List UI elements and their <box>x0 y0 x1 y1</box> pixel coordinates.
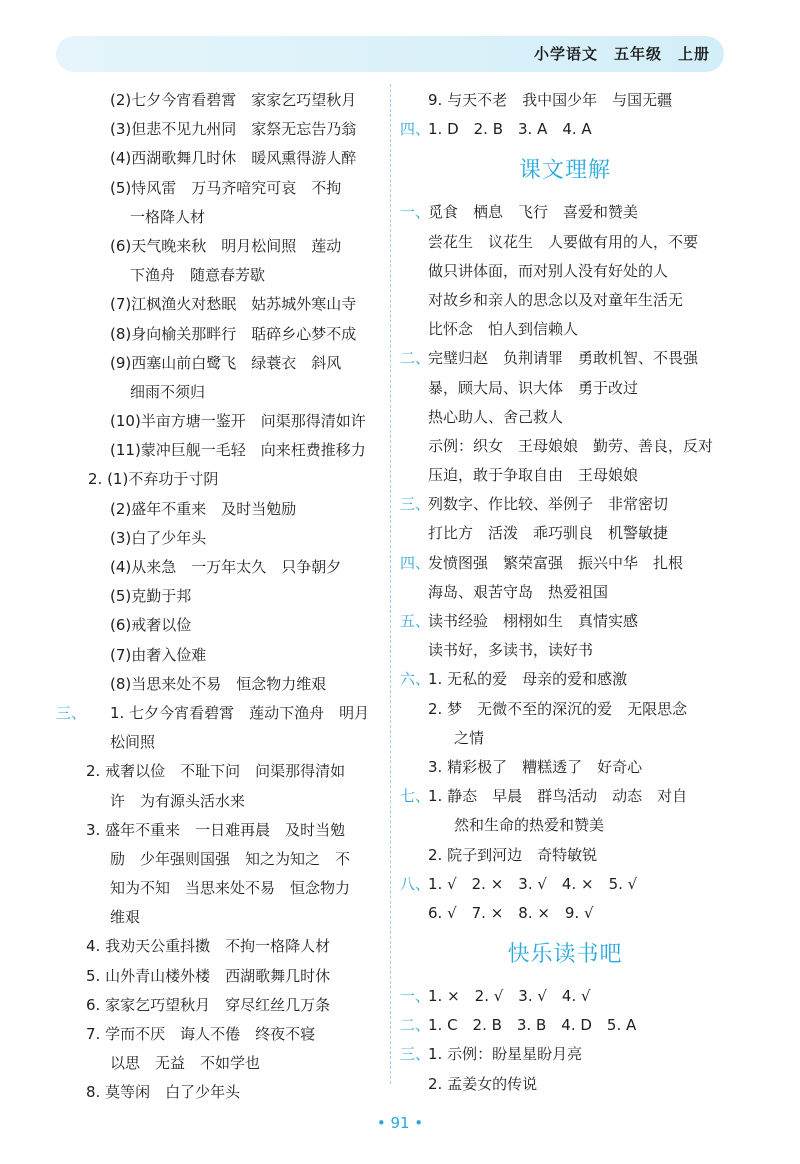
answer-line <box>56 1049 386 1078</box>
answer-text: 9. 与天不老 我中国少年 与国无疆 <box>428 91 673 109</box>
answer-text: 2. 戒奢以俭 不耻下问 问渠那得清如 <box>86 762 346 781</box>
answer-line <box>56 407 386 436</box>
answer-text: (4)西湖歌舞几时休 暖风熏得游人醉 <box>110 149 357 168</box>
answer-text: 做只讲体面，而对别人没有好处的人 <box>428 261 669 280</box>
answer-text: 一格降人材 <box>130 207 206 226</box>
answer-line <box>400 982 730 1011</box>
answer-text: 示例：织女 王母娘娘 勤劳、善良，反对 <box>428 436 714 455</box>
answer-line <box>400 1040 730 1069</box>
answer-line <box>400 782 730 811</box>
answer-line <box>400 286 730 315</box>
section-marker: 八、 <box>400 874 431 893</box>
answer-line <box>56 261 386 290</box>
section-marker: 三、 <box>400 1045 431 1064</box>
answer-line <box>400 228 730 257</box>
header-band <box>56 36 724 72</box>
answer-line <box>400 899 730 928</box>
answer-line <box>56 962 386 991</box>
answer-line <box>400 841 730 870</box>
answer-text: (5)恃风雷 万马齐喑究可哀 不拘 <box>110 178 342 197</box>
answer-text: (7)江枫渔火对愁眠 姑苏城外寒山寺 <box>110 295 357 314</box>
answer-text: 完璧归赵 负荆请罪 勇敢机智、不畏强 <box>428 349 699 368</box>
answer-line <box>400 695 730 724</box>
answer-line <box>56 495 386 524</box>
section-marker: 一、 <box>400 987 431 1006</box>
answer-line <box>400 432 730 461</box>
answer-line <box>56 757 386 786</box>
answer-text: 读书好，多读书，读好书 <box>428 641 594 660</box>
answer-line <box>56 1078 386 1107</box>
answer-line <box>400 519 730 548</box>
answer-text: 1. 七夕今宵看碧霄 莲动下渔舟 明月 <box>110 703 370 722</box>
page-number: • 91 • <box>376 1114 424 1132</box>
section-title-kuaile: 快乐读书吧 <box>507 942 623 968</box>
section-marker: 四、 <box>400 553 431 572</box>
answer-line <box>56 699 386 728</box>
answer-text: 1. √ 2. × 3. √ 4. × 5. √ <box>428 874 638 893</box>
answer-line <box>56 582 386 611</box>
answer-line <box>56 86 386 115</box>
answer-line <box>56 611 386 640</box>
answer-text: 海岛、艰苦守岛 热爱祖国 <box>428 582 609 601</box>
answer-text: 励 少年强则国强 知之为知之 不 <box>110 849 351 868</box>
answer-line <box>56 144 386 173</box>
answer-text: 松间照 <box>110 733 156 752</box>
answer-text: (9)西塞山前白鹭飞 绿蓑衣 斜风 <box>110 353 342 372</box>
section-marker: 一、 <box>400 203 431 222</box>
section-marker: 五、 <box>400 612 431 630</box>
answer-text: 2. 院子到河边 奇特敏锐 <box>428 845 598 864</box>
answer-line <box>400 811 730 840</box>
answer-text: 细雨不须归 <box>130 382 206 401</box>
answer-text: 2. (1)不弃功于寸阴 <box>88 470 219 489</box>
answer-text: (10)半亩方塘一鉴开 问渠那得清如许 <box>110 412 366 431</box>
answer-text: 读书经验 栩栩如生 真情实感 <box>428 612 639 630</box>
section-marker: 三、 <box>56 703 87 722</box>
answer-line <box>400 490 730 519</box>
answer-text: (11)蒙冲巨舰一毛轻 向来枉费推移力 <box>110 441 366 460</box>
answer-text: 6. 家家乞巧望秋月 穿尽红丝几万条 <box>86 995 331 1014</box>
answer-text: (6)戒奢以俭 <box>110 616 192 635</box>
answer-line <box>400 1011 730 1040</box>
answer-line <box>56 641 386 670</box>
answer-line <box>56 524 386 553</box>
answer-line <box>400 315 730 344</box>
right-column <box>400 86 730 1099</box>
answer-line <box>400 753 730 782</box>
answer-line <box>56 290 386 319</box>
answer-text: 1. 静态 早晨 群鸟活动 动态 对自 <box>428 787 688 806</box>
answer-text: 许 为有源头活水来 <box>110 791 246 810</box>
answer-text: 1. D 2. B 3. A 4. A <box>428 120 592 139</box>
answer-text: 3. 盛年不重来 一日难再晨 及时当勉 <box>86 820 346 839</box>
answer-text: 列数字、作比较、举例子 非常密切 <box>428 495 669 514</box>
answer-text: 8. 莫等闲 白了少年头 <box>86 1083 241 1102</box>
answer-line <box>400 665 730 694</box>
answer-text: 下渔舟 随意春芳歇 <box>130 266 266 285</box>
right-column-kuaile <box>400 982 730 1099</box>
answer-text: 发愤图强 繁荣富强 振兴中华 扎根 <box>428 553 684 572</box>
answer-line <box>400 403 730 432</box>
answer-text: 觅食 栖息 飞行 喜爱和赞美 <box>428 203 639 222</box>
answer-line <box>56 932 386 961</box>
answer-text: (8)身向榆关那畔行 聒碎乡心梦不成 <box>110 324 357 343</box>
answer-text: 6. √ 7. × 8. × 9. √ <box>428 903 594 922</box>
answer-line <box>56 349 386 378</box>
answer-line <box>56 1020 386 1049</box>
answer-line <box>56 232 386 261</box>
section-marker: 二、 <box>400 1016 431 1035</box>
answer-text: (2)七夕今宵看碧霄 家家乞巧望秋月 <box>110 91 357 109</box>
answer-line <box>400 86 730 115</box>
section-marker: 二、 <box>400 349 431 368</box>
answer-line <box>56 378 386 407</box>
right-column-top <box>400 86 730 144</box>
answer-text: (8)当思来处不易 恒念物力维艰 <box>110 674 327 693</box>
answer-text: 对故乡和亲人的思念以及对童年生活无 <box>428 290 684 309</box>
answer-text: (3)白了少年头 <box>110 528 207 547</box>
answer-line <box>400 344 730 373</box>
answer-text: (2)盛年不重来 及时当勉励 <box>110 499 297 518</box>
answer-text: 维艰 <box>110 908 141 927</box>
answer-line <box>400 607 730 636</box>
answer-line <box>400 549 730 578</box>
answer-line <box>400 374 730 403</box>
answer-line <box>56 991 386 1020</box>
answer-line <box>56 174 386 203</box>
answer-line <box>56 845 386 874</box>
answer-line <box>56 816 386 845</box>
answer-text: 1. 示例：盼星星盼月亮 <box>428 1045 583 1064</box>
answer-text: (6)天气晚来秋 明月松间照 莲动 <box>110 236 342 255</box>
answer-text: (7)由奢入俭难 <box>110 645 207 664</box>
answer-text: 暴，顾大局、识大体 勇于改过 <box>428 378 639 397</box>
answer-text: 之情 <box>454 728 485 747</box>
answer-line <box>400 257 730 286</box>
answer-line <box>56 320 386 349</box>
section-marker: 七、 <box>400 787 431 806</box>
answer-line <box>400 724 730 753</box>
left-column <box>56 86 386 1108</box>
answer-line <box>56 874 386 903</box>
answer-line <box>56 465 386 494</box>
answer-line <box>56 903 386 932</box>
answer-line <box>56 728 386 757</box>
header-title: 小学语文 五年级 上册 <box>533 45 710 63</box>
answer-line <box>56 670 386 699</box>
answer-text: (3)但悲不见九州同 家祭无忘告乃翁 <box>110 120 357 139</box>
answer-text: 热心助人、舍己救人 <box>428 407 564 426</box>
column-divider <box>390 84 391 1084</box>
answer-line <box>400 636 730 665</box>
answer-text: 打比方 活泼 乖巧驯良 机警敏捷 <box>428 524 669 543</box>
answer-text: 比怀念 怕人到信赖人 <box>428 320 579 339</box>
answer-text: (5)克勤于邦 <box>110 587 192 606</box>
answer-line <box>400 461 730 490</box>
answer-text: 以思 无益 不如学也 <box>110 1054 261 1073</box>
answer-text: 2. 孟姜女的传说 <box>428 1074 538 1093</box>
section-marker: 四、 <box>400 120 431 139</box>
answer-line <box>56 203 386 232</box>
answer-text: 知为不知 当思来处不易 恒念物力 <box>110 879 351 898</box>
answer-text: 1. C 2. B 3. B 4. D 5. A <box>428 1016 637 1035</box>
answer-text: 5. 山外青山楼外楼 西湖歌舞几时休 <box>86 966 331 985</box>
answer-line <box>400 115 730 144</box>
answer-line <box>400 870 730 899</box>
answer-text: 2. 梦 无微不至的深沉的爱 无限思念 <box>428 699 688 718</box>
answer-text: 1. 无私的爱 母亲的爱和感激 <box>428 670 628 689</box>
answer-line <box>56 787 386 816</box>
answer-text: 3. 精彩极了 糟糕透了 好奇心 <box>428 757 643 776</box>
answer-text: 7. 学而不厌 诲人不倦 终夜不寝 <box>86 1025 316 1043</box>
answer-text: 然和生命的热爱和赞美 <box>454 816 605 835</box>
answer-line <box>56 553 386 582</box>
answer-line <box>400 1070 730 1099</box>
section-title-kewen: 课文理解 <box>518 158 611 184</box>
right-column-kewen <box>400 198 730 928</box>
answer-line <box>56 436 386 465</box>
answer-text: (4)从来急 一万年太久 只争朝夕 <box>110 558 342 576</box>
answer-text: 4. 我劝天公重抖擞 不拘一格降人材 <box>86 937 331 956</box>
answer-text: 压迫，敢于争取自由 王母娘娘 <box>428 466 639 485</box>
section-marker: 三、 <box>400 495 431 514</box>
answer-text: 1. × 2. √ 3. √ 4. √ <box>428 987 591 1006</box>
answer-line <box>400 198 730 227</box>
answer-text: 尝花生 议花生 人要做有用的人，不要 <box>428 232 699 251</box>
answer-line <box>400 578 730 607</box>
answer-line <box>56 115 386 144</box>
section-marker: 六、 <box>400 670 431 689</box>
